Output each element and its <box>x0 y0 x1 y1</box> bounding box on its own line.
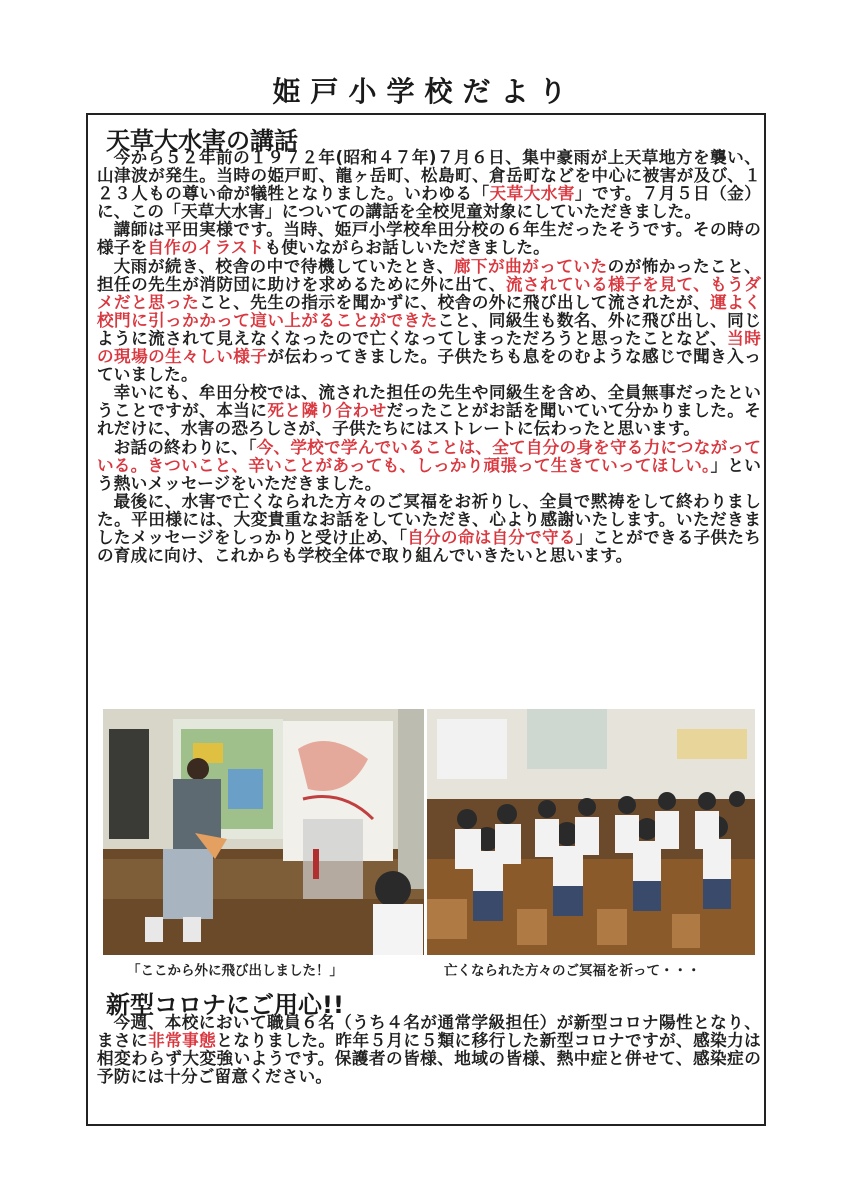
paragraph-closing: 最後に、水害で亡くなられた方々のご冥福をお祈りし、全員で黙祷をして終わりました。平田様には、大変貴重なお話をしていただき、心より感謝いたします。いただきましたメッセージをしっかりと受け止め、「自分の命は自分で守る」ことができる子供たちの育成に向け、これからも学校全体で取り組んでいきたいと思います。 <box>97 491 762 566</box>
paragraph-message: お話の終わりに、「今、学校で学んでいることは、全て自分の身を守る力につながっている。きついこと、辛いことがあっても、しっかり頑張って生きていってほしい。」という熱いメッセージをいただきました。 <box>97 437 762 493</box>
caption-lecture: 「ここから外に飛び出しました！」 <box>127 963 343 979</box>
section-heading-covid: 新型コロナにご用心!! <box>106 991 344 1019</box>
photo-silent-prayer <box>427 709 755 955</box>
paragraph-lecturer: 講師は平田実様です。当時、姫戸小学校牟田分校の６年生だったそうです。その時の様子を自作のイラストも使いながらお話しいただきました。 <box>97 220 761 258</box>
photo-lecture <box>103 709 424 955</box>
section-heading-flood: 天草大水害の講話 <box>106 127 298 155</box>
covid-article <box>97 1014 761 1086</box>
paragraph-intro: 今から５２年前の１９７２年(昭和４７年)７月６日、集中豪雨が上天草地方を襲い、山津波が発生。当時の姫戸町、龍ヶ岳町、松島町、倉岳町などを中心に被害が及び、１２３人もの尊い命が犠牲となりました。いわゆる「天草大水害」です。７月５日（金）に、この「天草大水害」についての講話を全校児童対象にしていただきました。 <box>97 148 762 222</box>
flood-article <box>97 149 761 565</box>
paragraph-survival: 幸いにも、牟田分校では、流された担任の先生や同級生を含め、全員無事だったということですが、本当に死と隣り合わせだったことがお話を聞いていて分かりました。それだけに、水害の恐ろしさが、子供たちにはストレートに伝わったと思います。 <box>97 383 762 439</box>
paragraph-covid: 今週、本校において職員６名（うち４名が通常学級担任）が新型コロナ陽性となり、まさに非常事態となりました。昨年５月に５類に移行した新型コロナですが、感染力は相変わらず大変強いようです。保護者の皆様、地域の皆様、熱中症と併せて、感染症の予防には十分ご留意ください。 <box>97 1013 761 1087</box>
caption-silent-prayer: 亡くなられた方々のご冥福を祈って・・・ <box>444 963 701 979</box>
paragraph-story: 大雨が続き、校舎の中で待機していたとき、廊下が曲がっていたのが怖かったこと、担任の先生が消防団に助けを求めるために外に出て、流されている様子を見て、もうダメだと思ったこと、先生の指示を聞かずに、校舎の外に飛び出して流されたが、運よく校門に引っかかって這い上がることができたこと、同級生も数名、外に飛び出し、同じように流されて見えなくなったので亡くなってしまっただろうと思ったことなど、当時の現場の生々しい様子が伝わってきました。子供たちも息をのむような感じで聞き入っていました。 <box>97 256 762 385</box>
page-title: 姫戸小学校だより <box>272 75 577 108</box>
